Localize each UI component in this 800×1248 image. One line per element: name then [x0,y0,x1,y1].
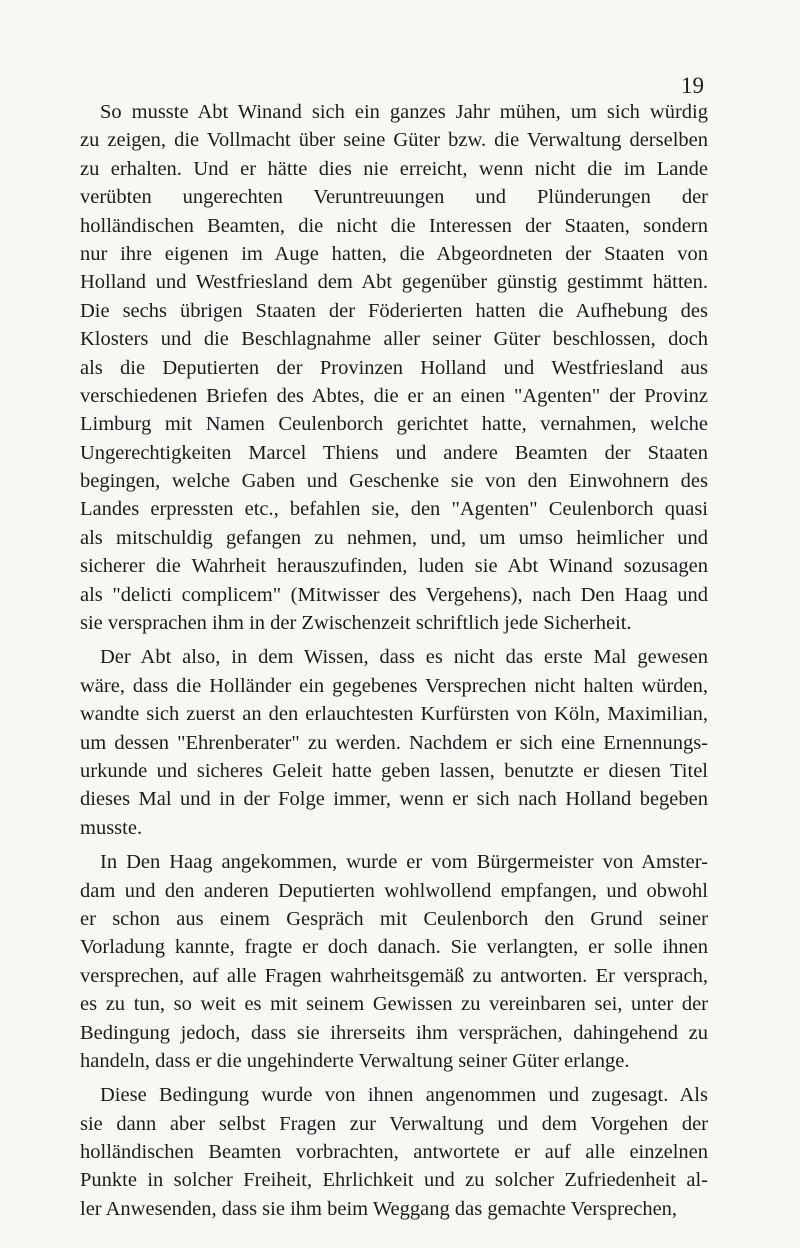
text-line: Landes erpressten etc., befahlen sie, den "Agenten" Ceulenborch quasi [80,498,708,521]
text-line: sie versprachen ihm in der Zwischenzeit schriftlich jede Sicherheit. [80,612,632,635]
text-line: Limburg mit Namen Ceulenborch gerichtet hatte, vernahmen, welche [80,413,708,436]
text-line: Bedingung jedoch, dass sie ihrerseits ihm versprächen, dahingehend zu [80,1021,708,1044]
text-line: Klosters und die Beschlagnahme aller seiner Güter beschlossen, doch [80,328,708,351]
text-line: Punkte in solcher Freiheit, Ehrlichkeit und zu solcher Zufriedenheit al- [80,1169,708,1192]
text-line: Diese Bedingung wurde von ihnen angenommen und zugesagt. Als [100,1084,708,1107]
text-line: versprechen, auf alle Fragen wahrheitsgemäß zu antworten. Er versprach, [80,964,708,987]
text-line: begingen, welche Gaben und Geschenke sie von den Einwohnern des [80,470,708,493]
text-line: dieses Mal und in der Folge immer, wenn er sich nach Holland begeben [80,788,708,811]
text-line: als die Deputierten der Provinzen Holland und Westfriesland aus [80,356,708,379]
text-line: Ungerechtigkeiten Marcel Thiens und andere Beamten der Staaten [80,441,708,464]
paragraph [80,1081,708,1223]
text-line: zu erhalten. Und er hätte dies nie erreicht, wenn nicht die im Lande [80,157,708,180]
text-line: Holland und Westfriesland dem Abt gegenüber günstig gestimmt hätten. [80,271,708,294]
text-line: wandte sich zuerst an den erlauchtesten Kurfürsten von Köln, Maximilian, [80,703,708,726]
text-line: ler Anwesenden, dass sie ihm beim Weggang das gemachte Versprechen, [80,1197,678,1220]
text-line: urkunde und sicheres Geleit hatte geben lassen, benutzte er diesen Titel [80,759,708,782]
text-line: es zu tun, so weit es mit seinem Gewissen zu vereinbaren sei, unter der [80,993,708,1016]
text-line: er schon aus einem Gespräch mit Ceulenborch den Grund seiner [80,907,708,930]
text-line: In Den Haag angekommen, wurde er vom Bürgermeister von Amster- [100,851,708,874]
text-line: verschiedenen Briefen des Abtes, die er an einen "Agenten" der Provinz [80,384,708,407]
text-line: holländischen Beamten vorbrachten, antwortete er auf alle einzelnen [80,1141,708,1164]
text-line: sicherer die Wahrheit herauszufinden, luden sie Abt Winand sozusagen [80,555,708,578]
text-line: Die sechs übrigen Staaten der Föderierten hatten die Aufhebung des [80,299,708,322]
text-line: holländischen Beamten, die nicht die Interessen der Staaten, sondern [80,214,708,237]
paragraph [80,848,708,1075]
text-line: handeln, dass er die ungehinderte Verwaltung seiner Güter erlange. [80,1049,630,1072]
text-line: um dessen "Ehrenberater" zu werden. Nachdem er sich eine Ernennungs- [80,731,708,754]
text-line: Vorladung kannte, fragte er doch danach. Sie verlangten, er solle ihnen [80,936,708,959]
text-line: So musste Abt Winand sich ein ganzes Jahr mühen, um sich würdig [100,101,708,123]
text-line: nur ihre eigenen im Auge hatten, die Abgeordneten der Staaten von [80,242,708,265]
text-line: zu zeigen, die Vollmacht über seine Güter bzw. die Verwaltung derselben [80,129,708,152]
paragraph [80,643,708,842]
text-line: Der Abt also, in dem Wissen, dass es nicht das erste Mal gewesen [100,646,708,669]
text-line: dam und den anderen Deputierten wohlwollend empfangen, und obwohl [80,879,708,902]
paragraph [80,98,708,637]
text-line: wäre, dass die Holländer ein gegebenes Versprechen nicht halten würden, [80,674,708,697]
page-number: 19 [681,73,704,98]
body-text [80,98,708,1223]
text-line: als "delicti complicem" (Mitwisser des Vergehens), nach Den Haag und [80,583,708,606]
text-line: sie dann aber selbst Fragen zur Verwaltung und dem Vorgehen der [80,1112,708,1135]
text-line: musste. [80,816,143,839]
text-line: als mitschuldig gefangen zu nehmen, und, um umso heimlicher und [80,526,708,549]
text-line: verübten ungerechten Veruntreuungen und Plünderungen der [80,186,708,209]
